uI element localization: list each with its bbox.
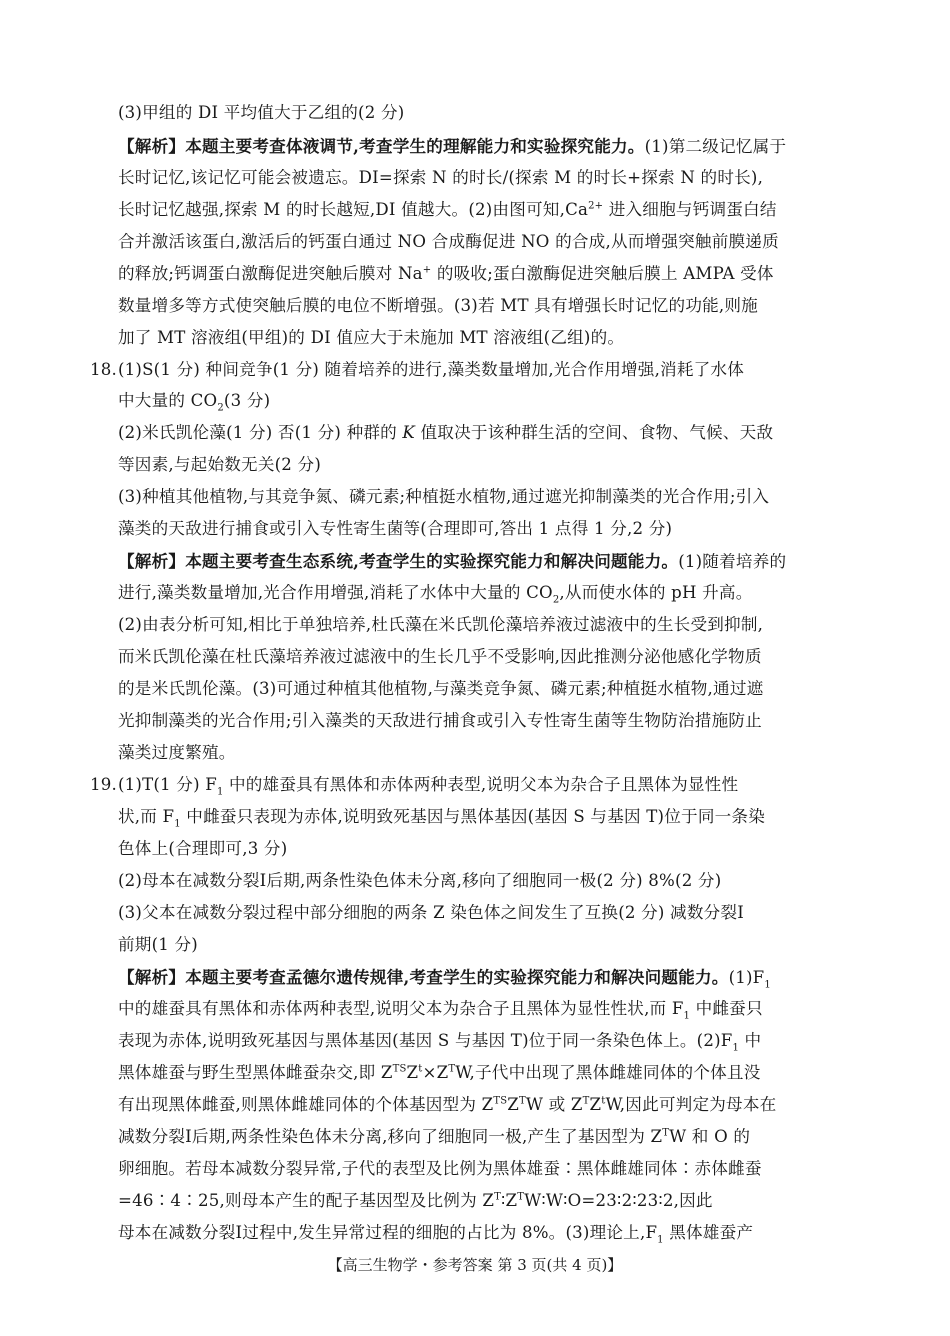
- q17-answer-3: (3)甲组的 DI 平均值大于乙组的(2 分): [118, 103, 405, 122]
- q17-analysis-line-4: 合并激活该蛋白,激活后的钙蛋白通过 NO 合成酶促进 NO 的合成,从而增强突触前膜递质: [118, 232, 779, 251]
- q18-analysis-line-1: 【解析】本题主要考查生态系统,考查学生的实验探究能力和解决问题能力。(1)随着培养的: [118, 551, 787, 571]
- q19-number: 19.: [90, 775, 117, 794]
- page-footer: 【高三生物学・参考答案 第 3 页(共 4 页)】: [327, 1256, 623, 1274]
- q18-answer-1-cont: 中大量的 $CO_2(3$ 分): [118, 391, 271, 414]
- q19-answer-1: (1)T(1 分) $F_1$ 中的雄蚕具有黑体和赤体两种表型,说明父本为杂合子且黑体为显性性: [118, 775, 739, 798]
- q19-analysis-line-3: 表现为赤体,说明致死基因与黑体基因(基因 S 与基因 T)位于同一条染色体上。$(2)F_1$ 中: [118, 1031, 762, 1054]
- q17-analysis-line-3: 长时记忆越强,探索 M 的时长越短,DI 值越大。(2)由图可知$,Ca^{2+}$ 进入细胞与钙调蛋白结: [118, 200, 777, 219]
- q19-analysis-line-2: 中的雄蚕具有黑体和赤体两种表型,说明父本为杂合子且黑体为显性性状,而 $F_1$ 中雌蚕只: [118, 999, 763, 1022]
- q18-answer-2-cont: 等因素,与起始数无关(2 分): [118, 455, 321, 474]
- q18-answer-1: (1)S(1 分) 种间竞争(1 分) 随着培养的进行,藻类数量增加,光合作用增强,消耗了水体: [118, 360, 745, 379]
- q17-analysis-line-6: 数量增多等方式使突触后膜的电位不断增强。(3)若 MT 具有增强长时记忆的功能,则施: [118, 296, 758, 315]
- q18-answer-3-cont: 藻类的天敌进行捕食或引入专性寄生菌等(合理即可,答出 1 点得 1 分,2 分): [118, 519, 673, 538]
- q17-analysis-line-7: 加了 MT 溶液组(甲组)的 DI 值应大于未施加 MT 溶液组(乙组)的。: [118, 328, 625, 347]
- q19-analysis-line-6: 减数分裂Ⅰ后期,两条性染色体未分离,移向了细胞同一极,产生了基因型为 $Z^TW$ 和 O 的: [118, 1127, 751, 1146]
- q18-analysis-line-2: 进行,藻类数量增加,光合作用增强,消耗了水体中大量的 $CO_2$,从而使水体的 pH 升高。: [118, 583, 753, 606]
- q19-answer-3-cont: 前期(1 分): [118, 935, 198, 954]
- q17-analysis-line-5: 的释放;钙调蛋白激酶促进突触后膜对 Na+ 的吸收;蛋白激酶促进突触后膜上 AMPA 受体: [118, 264, 774, 283]
- q17-analysis-line-2: 长时记忆,该记忆可能会被遗忘。DI=探索 N 的时长/(探索 M 的时长+探索 N 的时长),: [118, 168, 764, 187]
- q19-analysis-line-1: 【解析】本题主要考查孟德尔遗传规律,考查学生的实验探究能力和解决问题能力。$(1)F_1$: [118, 967, 771, 991]
- q18-answer-2: (2)米氏凯伦藻(1 分) 否(1 分) 种群的 K 值取决于该种群生活的空间、食物、气候、天敌: [118, 423, 774, 442]
- q19-answer-1-cont-b: 色体上(合理即可,3 分): [118, 839, 288, 858]
- q19-analysis-line-5: 有出现黑体雌蚕,则黑体雌雄同体的个体基因型为 $Z^{TS}Z^TW$ 或 $Z^TZ^tW$,因此可判定为母本在: [118, 1095, 777, 1114]
- q17-analysis-line-1: 【解析】本题主要考查体液调节,考查学生的理解能力和实验探究能力。(1)第二级记忆属于: [118, 136, 787, 156]
- q18-number: 18.: [90, 360, 117, 379]
- q19-answer-2: (2)母本在减数分裂Ⅰ后期,两条性染色体未分离,移向了细胞同一极(2 分) 8%(2 分): [118, 871, 722, 890]
- q18-analysis-line-3: (2)由表分析可知,相比于单独培养,杜氏藻在米氏凯伦藻培养液过滤液中的生长受到抑制,: [118, 615, 764, 634]
- q19-answer-1-cont-a: 状,而 $F_1$ 中雌蚕只表现为赤体,说明致死基因与黑体基因(基因 S 与基因 T)位于同一条染: [118, 807, 765, 830]
- q18-analysis-line-4: 而米氏凯伦藻在杜氏藻培养液过滤液中的生长几乎不受影响,因此推测分泌他感化学物质: [118, 647, 762, 666]
- analysis-label: 【解析】: [118, 136, 186, 156]
- q18-analysis-line-7: 藻类过度繁殖。: [118, 743, 236, 762]
- q19-analysis-line-8: =46∶4∶25,则母本产生的配子基因型及比例为 $Z^T∶Z^TW∶W∶O=23∶2∶23∶2$,因此: [118, 1191, 713, 1210]
- q18-answer-3: (3)种植其他植物,与其竞争氮、磷元素;种植挺水植物,通过遮光抑制藻类的光合作用;引入: [118, 487, 770, 506]
- q19-answer-3: (3)父本在减数分裂过程中部分细胞的两条 Z 染色体之间发生了互换(2 分) 减数分裂Ⅰ: [118, 903, 744, 922]
- analysis-label: 【解析】: [118, 551, 186, 571]
- q18-analysis-line-6: 光抑制藻类的光合作用;引入藻类的天敌进行捕食或引入专性寄生菌等生物防治措施防止: [118, 711, 762, 730]
- q19-analysis-line-4: 黑体雄蚕与野生型黑体雌蚕杂交,即 $Z^{TS}Z^t\times Z^TW$,子代中出现了黑体雌雄同体的个体且没: [118, 1063, 761, 1082]
- q19-analysis-line-7: 卵细胞。若母本减数分裂异常,子代的表型及比例为黑体雄蚕∶黑体雌雄同体∶赤体雌蚕: [118, 1159, 762, 1178]
- q18-analysis-line-5: 的是米氏凯伦藻。(3)可通过种植其他植物,与藻类竞争氮、磷元素;种植挺水植物,通过遮: [118, 679, 764, 698]
- q19-analysis-line-9: 母本在减数分裂Ⅰ过程中,发生异常过程的细胞的占比为 8%。(3)理论上$,F_1$ 黑体雄蚕产: [118, 1223, 754, 1246]
- analysis-label: 【解析】: [118, 967, 186, 987]
